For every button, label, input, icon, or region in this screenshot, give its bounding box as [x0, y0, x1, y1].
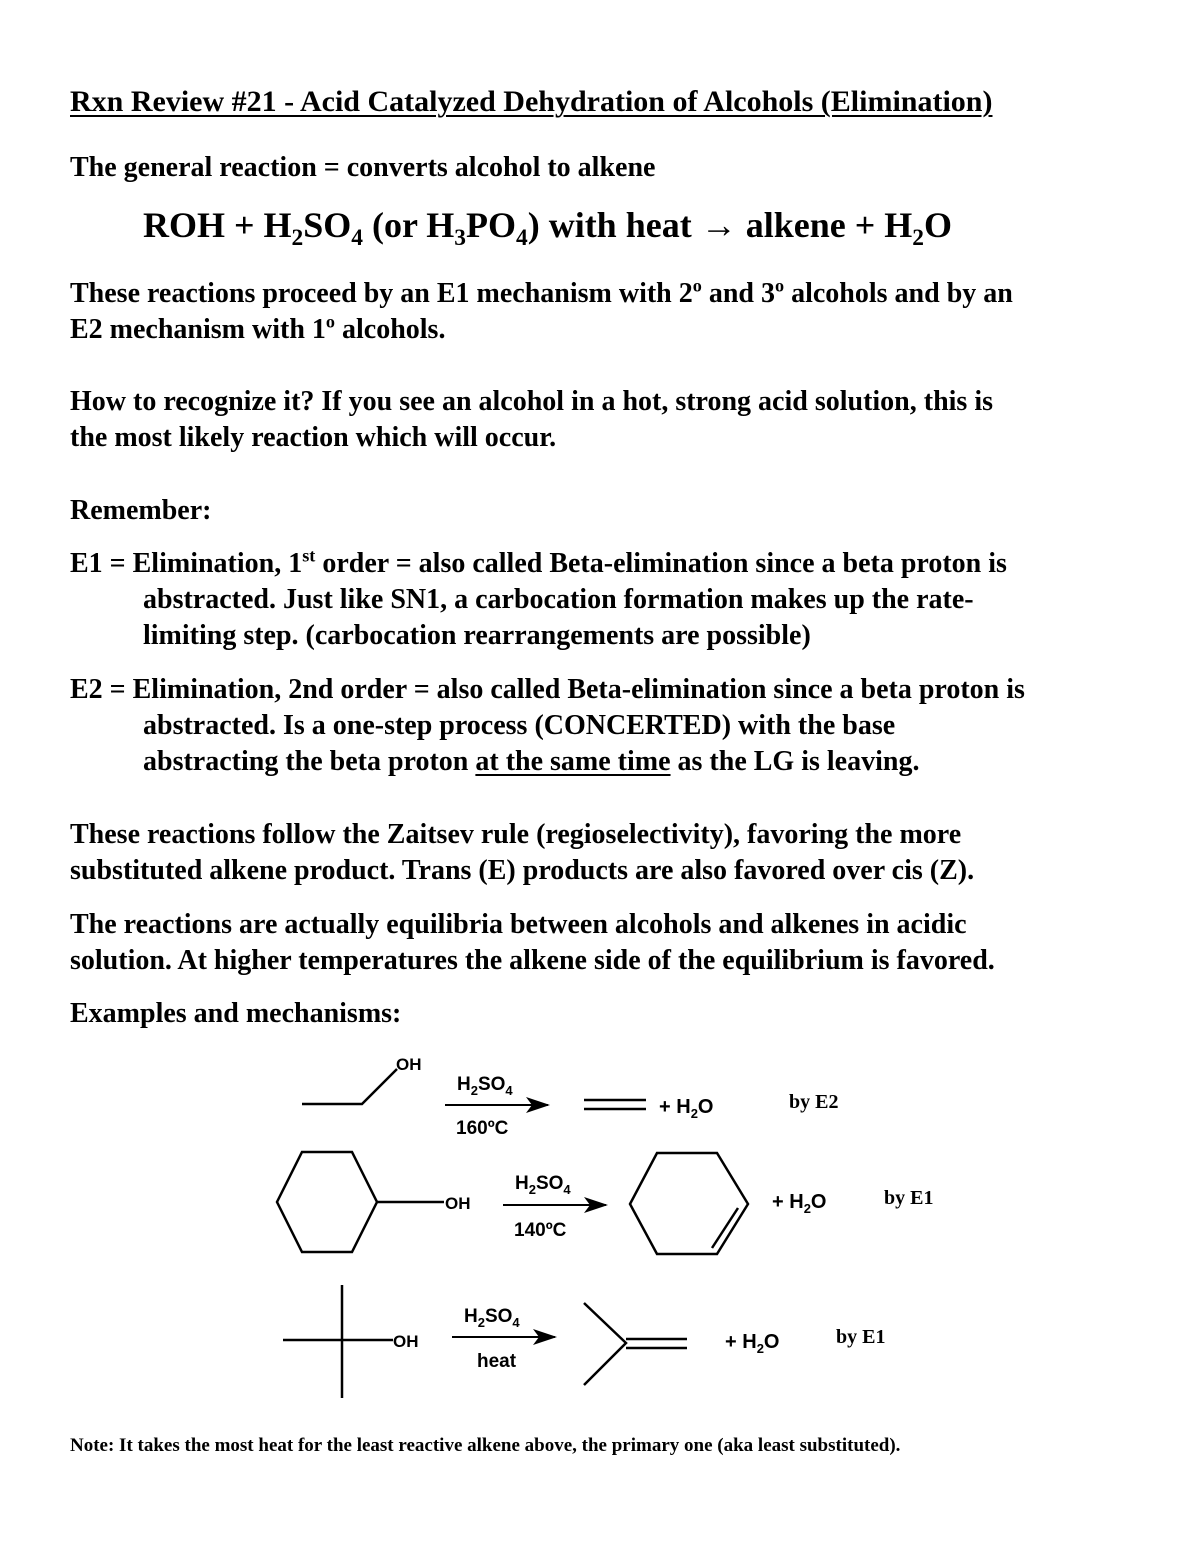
- hydroxyl-label: OH: [393, 1332, 419, 1351]
- note-text: Note: It takes the most heat for the least reactive alkene above, the primary one (aka least substituted).: [70, 1435, 901, 1456]
- examples-heading: Examples and mechanisms:: [70, 998, 402, 1029]
- mechanism-paragraph: These reactions proceed by an E1 mechanism with 2$^o$ and 3$^o$ alcohols and by an E2 mechanism with 1$^o$ alcohols.: [70, 275, 1013, 345]
- reaction-row-ethanol: [302, 1055, 838, 1139]
- page-title: Rxn Review #21 - Acid Catalyzed Dehydration of Alcohols (Elimination): [70, 85, 993, 118]
- isobutylene-structure: [584, 1303, 687, 1385]
- hydroxyl-label: OH: [396, 1055, 422, 1074]
- water-product: + $H_2O$: [772, 1191, 827, 1216]
- mechanism-label: by E1: [884, 1187, 934, 1209]
- condition-label: 140ºC: [514, 1220, 567, 1241]
- condition-label: heat: [477, 1351, 517, 1372]
- condition-label: 160ºC: [456, 1118, 509, 1139]
- reagent-label: $H_2SO_4$: [457, 1074, 513, 1098]
- e2-definition: E2 = Elimination, 2nd order = also called Beta-elimination since a beta proton is abstracted. Is a one-step process (CONCERTED) with the base abstracting the beta proton at the same time as the LG is leaving.: [70, 674, 1025, 777]
- general-equation: ROH + $H_2SO_4$ (or $H_3PO_4$) with heat → alkene + $H_2O$: [143, 205, 952, 252]
- ethanol-structure: [302, 1069, 397, 1104]
- tert-butanol-structure: [283, 1285, 393, 1398]
- recognize-paragraph: How to recognize it? If you see an alcohol in a hot, strong acid solution, this is the most likely reaction which will occur.: [70, 386, 994, 453]
- zaitsev-paragraph: These reactions follow the Zaitsev rule (regioselectivity), favoring the more substituted alkene product. Trans (E) products are also favored over cis (Z).: [70, 819, 975, 886]
- cyclohexene-structure: [630, 1153, 748, 1254]
- water-product: + $H_2O$: [725, 1331, 780, 1356]
- arrow-icon: →: [700, 205, 737, 245]
- equilibria-paragraph: The reactions are actually equilibria between alcohols and alkenes in acidic solution. At higher temperatures the alkene side of the equilibrium is favored.: [70, 909, 995, 976]
- emphasis-underline: at the same time: [475, 746, 671, 777]
- remember-heading: Remember:: [70, 495, 212, 526]
- reaction-row-tert-butanol: [283, 1285, 885, 1398]
- mechanism-label: by E2: [789, 1091, 839, 1113]
- water-product: + $H_2O$: [659, 1096, 714, 1121]
- ethene-structure: [584, 1100, 646, 1109]
- reaction-row-cyclohexanol: [277, 1152, 933, 1254]
- reagent-label: $H_2SO_4$: [464, 1306, 520, 1330]
- mechanism-label: by E1: [836, 1326, 886, 1348]
- reaction-scheme: [0, 1040, 1200, 1420]
- cyclohexanol-structure: [277, 1152, 444, 1252]
- reagent-label: $H_2SO_4$: [515, 1173, 571, 1197]
- hydroxyl-label: OH: [445, 1194, 471, 1213]
- general-reaction-text: The general reaction = converts alcohol to alkene: [70, 152, 656, 183]
- e1-definition: E1 = Elimination, 1st order = also called Beta-elimination since a beta proton is abstracted. Just like SN1, a carbocation formation makes up the rate- limiting step. (carbocation rearrangements are possible): [70, 545, 1007, 651]
